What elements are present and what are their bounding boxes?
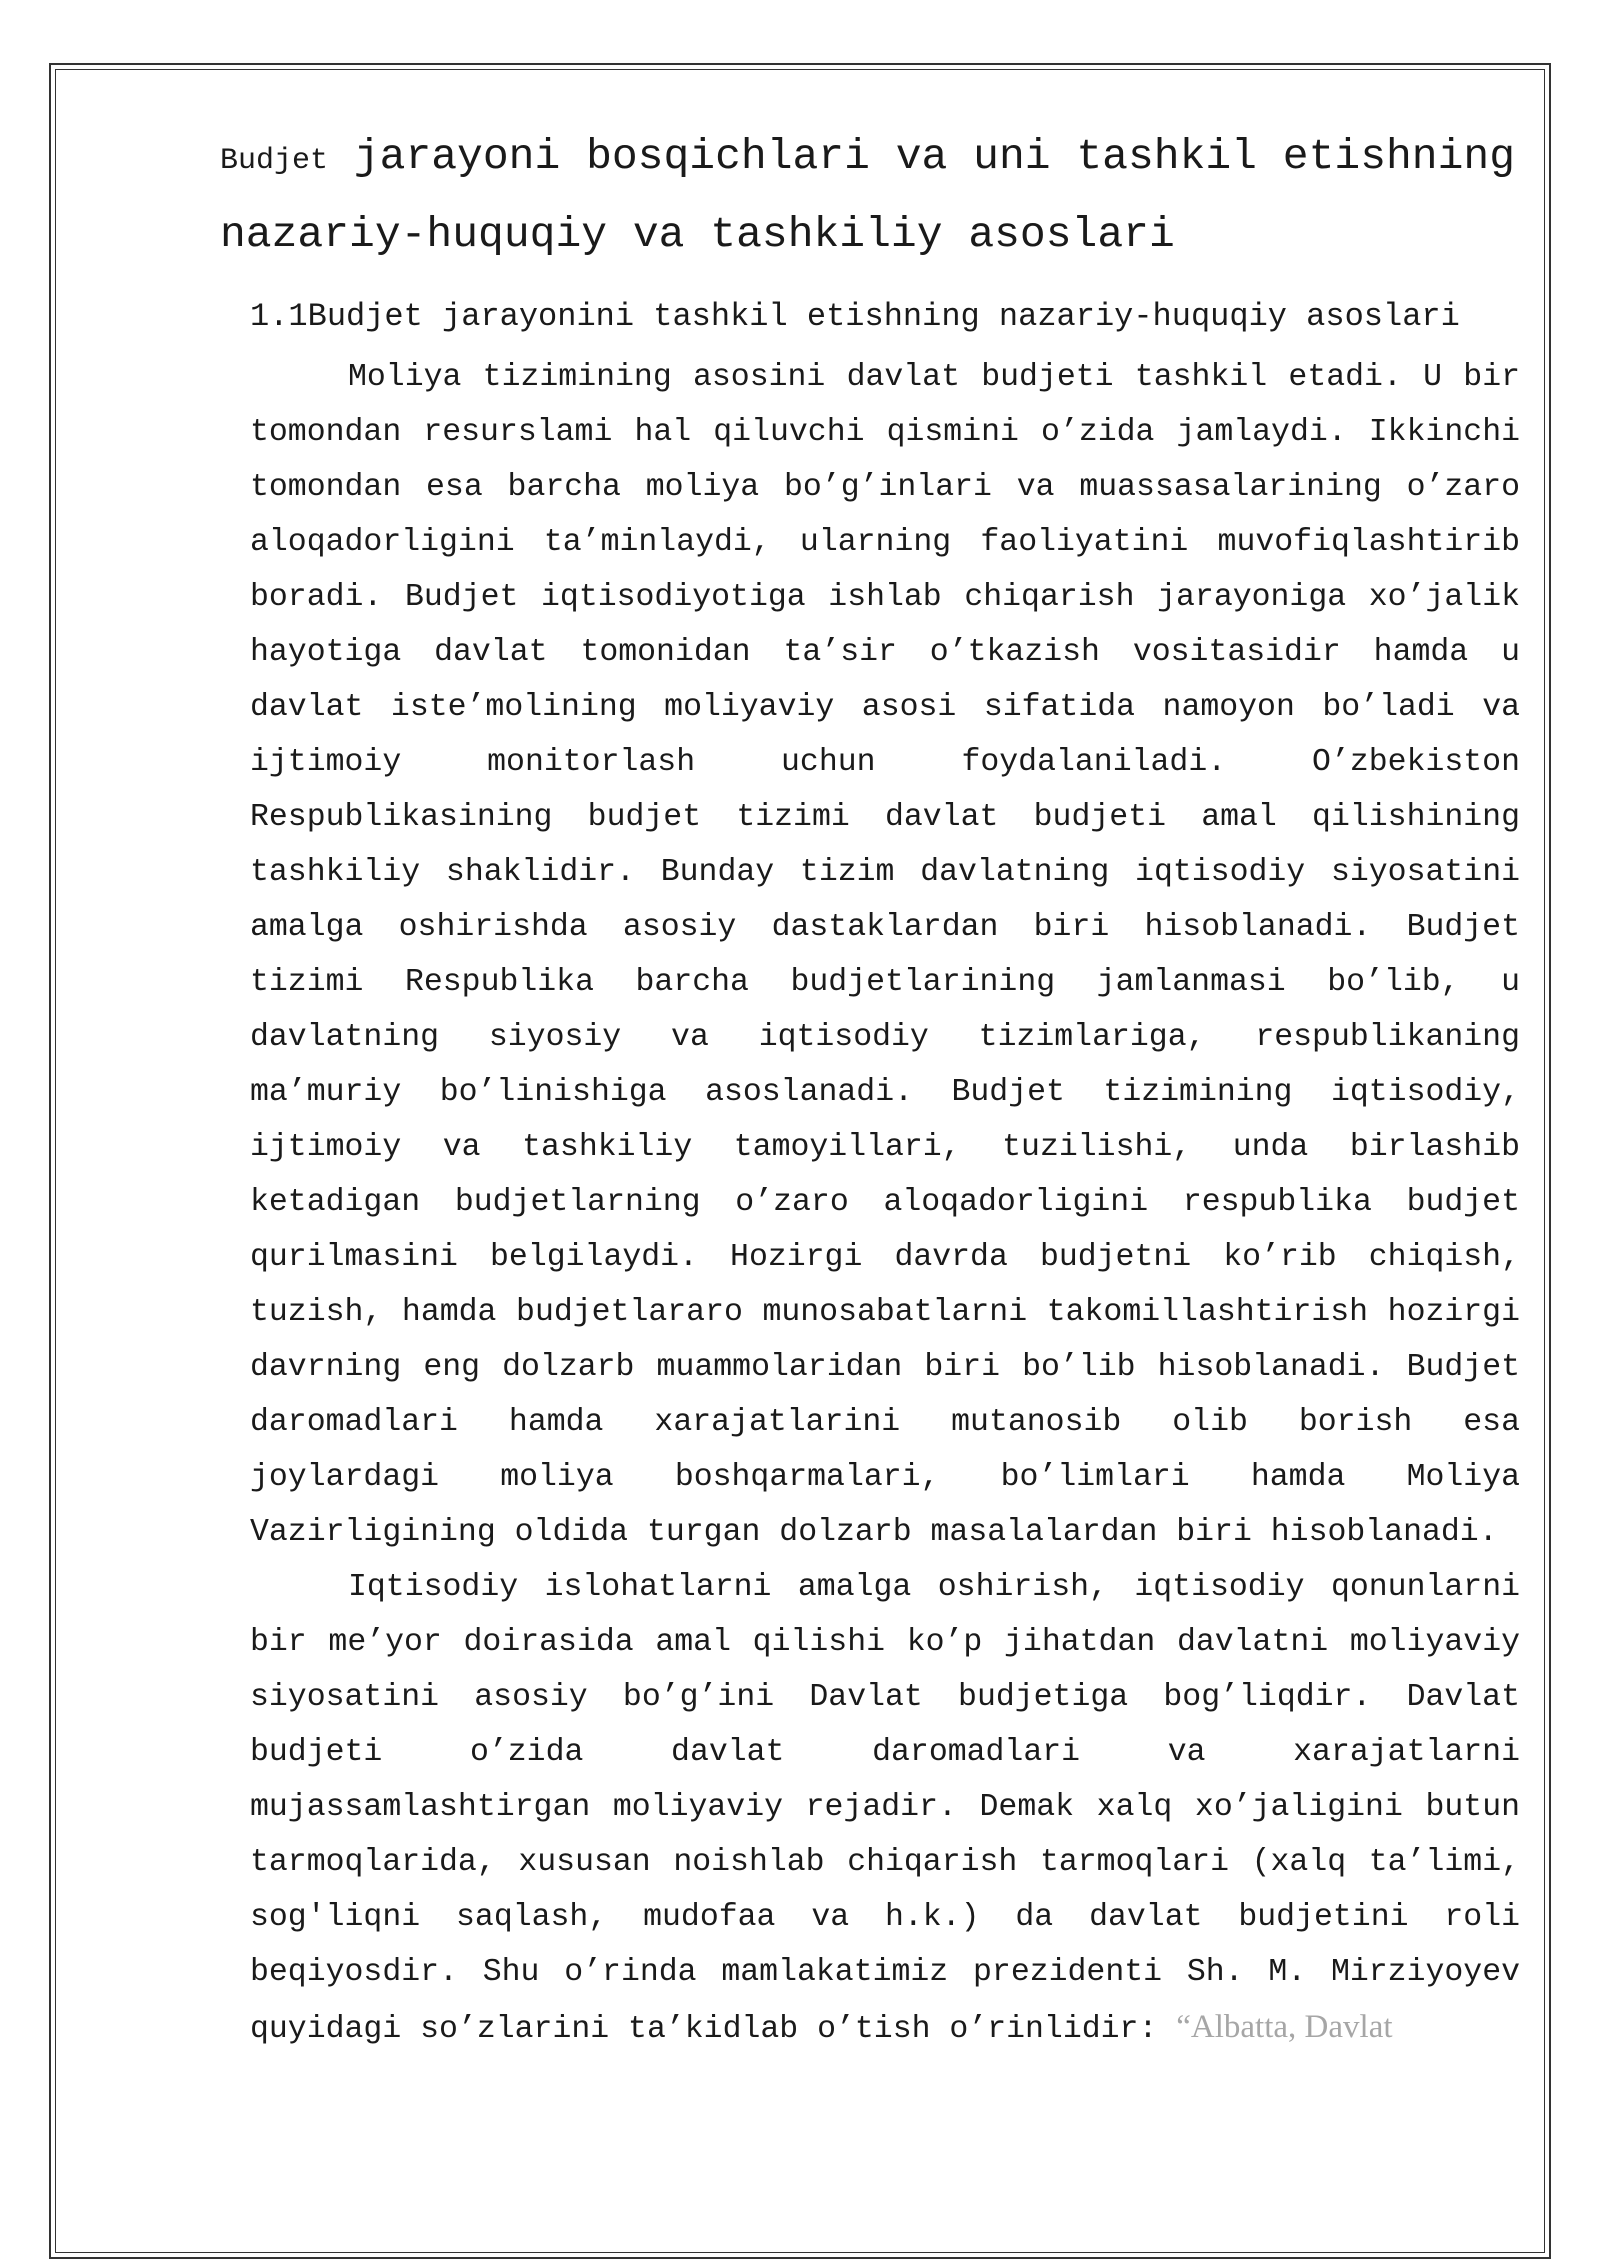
paragraph-1: Moliya tizimining asosini davlat budjeti tashkil etadi. U bir tomondan resurslami hal qiluvchi qismini o’zida jamlaydi. Ikkinchi tomondan esa barcha moliya bo’g’inlari va muassasalarining o’zaro aloqadorligini ta’minlaydi, ularning faoliyatini muvofiqlashtirib boradi. Budjet iqtisodiyotiga ishlab chiqarish jarayoniga xo’jalik hayotiga davlat tomonidan ta’sir o’tkazish vositasidir hamda u davlat iste’molining moliyaviy asosi sifatida namoyon bo’ladi va ijtimoiy monitorlash uchun foydalaniladi. O’zbekiston Respublikasining budjet tizimi davlat budjeti amal qilishining tashkiliy shaklidir. Bunday tizim davlatning iqtisodiy siyosatini amalga oshirishda asosiy dastaklardan biri hisoblanadi. Budjet tizimi Respublika barcha budjetlarining jamlanmasi bo’lib, u davlatning siyosiy va iqtisodiy tizimlariga, respublikaning ma’muriy bo’linishiga asoslanadi. Budjet tizimining iqtisodiy, ijtimoiy va tashkiliy tamoyillari, tuzilishi, unda birlashib ketadigan budjetlarning o’zaro aloqadorligini respublika budjet qurilmasini belgilaydi. Hozirgi davrda budjetni ko’rib chiqish, tuzish, hamda budjetlararo munosabatlarni takomillashtirish hozirgi davrning eng dolzarb muammolaridan biri bo’lib hisoblanadi. Budjet daromadlari hamda xarajatlarini mutanosib olib borish esa joylardagi moliya boshqarmalari, bo’limlari hamda Moliya Vazirligining oldida turgan dolzarb masalalardan biri hisoblanadi. [250, 360, 1520, 1550]
title-rest: jarayoni bosqichlari va uni tashkil etishning nazariy-huquqiy va tashkiliy asoslari [220, 132, 1516, 259]
section-heading: 1.1Budjet jarayonini tashkil etishning nazariy-huquqiy asoslari [250, 298, 1460, 335]
quote-start: “Albatta, Davlat [1176, 2009, 1393, 2045]
document-title [220, 120, 1520, 272]
title-first-word: Budjet [220, 144, 329, 178]
title-block [220, 120, 1520, 272]
paragraph-2-text: Iqtisodiy islohatlarni amalga oshirish, iqtisodiy qonunlarni bir me’yor doirasida amal qilishi ko’p jihatdan davlatni moliyaviy siyosatini asosiy bo’g’ini Davlat budjetiga bog’liqdir. Davlat budjeti o’zida davlat daromadlari va xarajatlarni mujassamlashtirgan moliyaviy rejadir. Demak xalq xo’jaligini butun tarmoqlarida, xususan noishlab chiqarish tarmoqlari (xalq ta’limi, sog'liqni saqlash, mudofaa va h.k.) da davlat budjetini roli beqiyosdir. Shu o’rinda mamlakatimiz prezidenti Sh. M. Mirziyoyev quyidagi so’zlarini ta’kidlab o’tish o’rinlidir: [250, 1570, 1520, 2047]
paragraph-2 [250, 1560, 1520, 2057]
body-text [250, 350, 1520, 2057]
